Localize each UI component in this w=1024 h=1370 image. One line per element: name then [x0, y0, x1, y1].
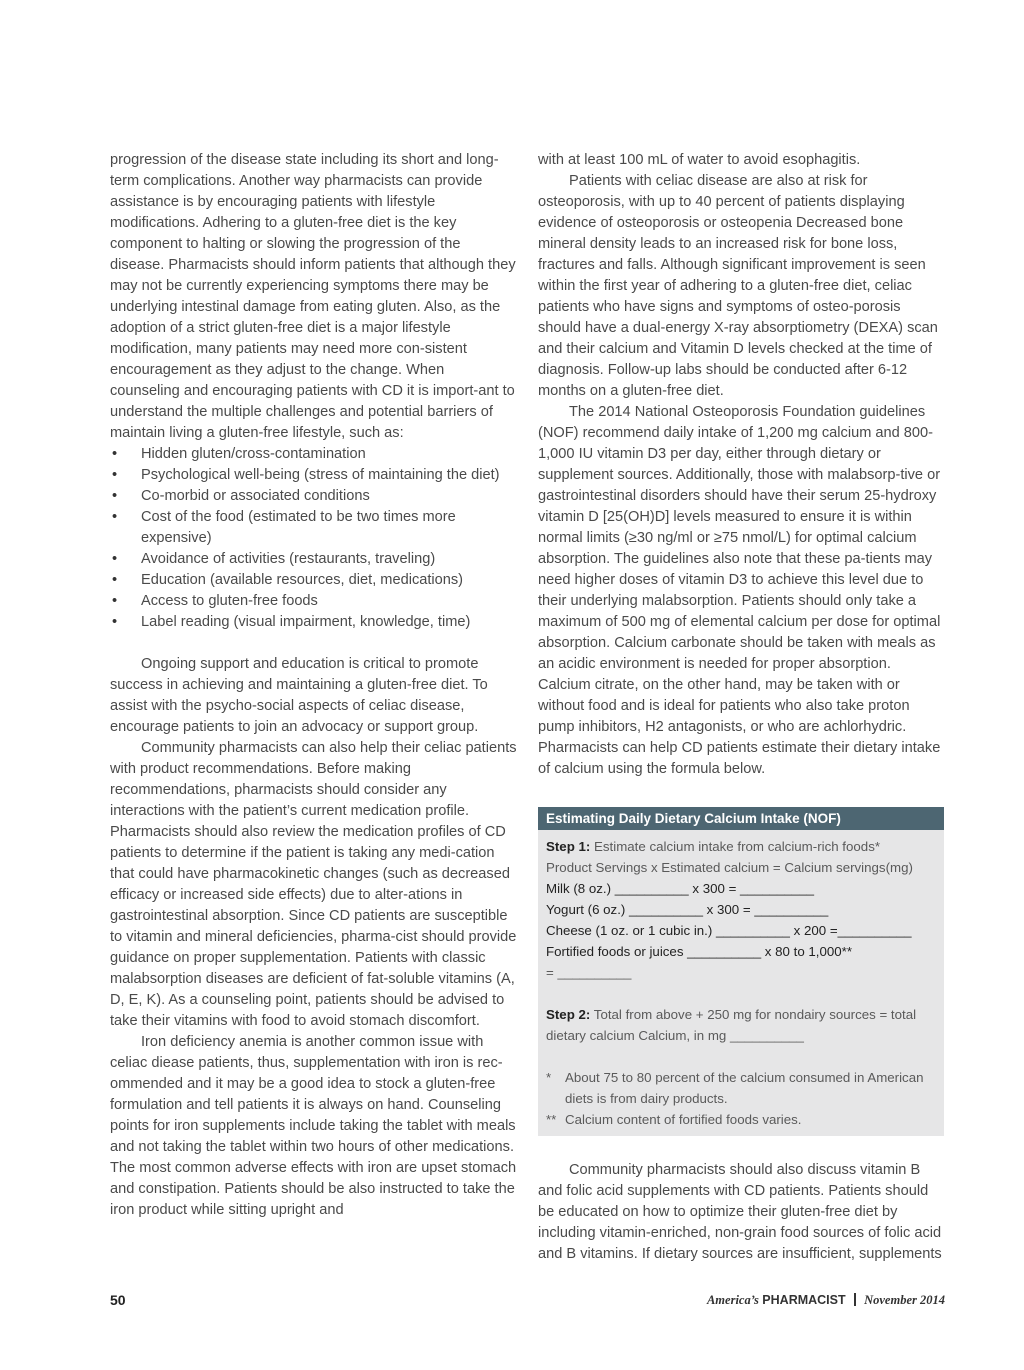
left-column	[110, 150, 518, 1221]
right-column	[538, 150, 946, 780]
body-paragraph: Community pharmacists should also discuss vitamin B and folic acid supplements with CD patients. Patients should be educated on how to optimize their gluten-free diet by including vitamin-enriched, non-grain food sources of folic acid and B vitamins. If dietary sources are insufficient, supplements	[538, 1162, 942, 1262]
footer-divider	[854, 1293, 856, 1306]
calcium-intake-sidebar	[538, 807, 944, 1136]
step-2	[546, 1004, 936, 1046]
footnote-text: Calcium content of fortified foods varies.	[565, 1112, 802, 1127]
footnote-mark: **	[546, 1112, 557, 1127]
magazine-name-caps: PHARMACIST	[762, 1293, 846, 1307]
list-item: • Hidden gluten/cross-contamination	[110, 444, 518, 465]
milk-line: Milk (8 oz.) __________ x 300 = __________	[546, 881, 814, 896]
barriers-list	[110, 444, 518, 633]
page-number: 50	[110, 1292, 126, 1308]
yogurt-line: Yogurt (6 oz.) __________ x 300 = __________	[546, 902, 829, 917]
step-1-text: Estimate calcium intake from calcium-rich foods*	[590, 839, 881, 854]
formula-line: Product Servings x Estimated calcium = Calcium servings(mg)	[546, 860, 913, 875]
magazine-name-italic: America’s	[706, 1293, 759, 1307]
list-item: • Label reading (visual impairment, knowledge, time)	[110, 612, 518, 633]
cheese-line: Cheese (1 oz. or 1 cubic in.) __________ x 200 =__________	[546, 923, 912, 938]
step-2-label: Step 2:	[546, 1007, 591, 1022]
body-paragraph: with at least 100 mL of water to avoid esophagitis.	[538, 152, 861, 168]
list-item: • Co-morbid or associated conditions	[110, 486, 518, 507]
list-item: • Avoidance of activities (restaurants, traveling)	[110, 549, 518, 570]
body-paragraph: Iron deficiency anemia is another common issue with celiac diease patients, thus, supplementation with iron is rec-ommended and it may be a good idea to stock a gluten-free formulation and tell patients it is always on hand. Counseling points for iron supplements include taking the tablet with meals and not taking the tablet within two hours of other medications. The most common adverse effects with iron are upset stomach and constipation. Patients should be also instructed to take the iron product while sitting upright and	[110, 1034, 517, 1218]
list-item: • Education (available resources, diet, medications)	[110, 570, 518, 591]
body-paragraph: progression of the disease state including its short and long-term complications. Another way pharmacists can provide assistance is by encouraging patients with lifestyle modifications. Adhering to a gluten-free diet is the key component to halting or slowing the progression of the disease. Pharmacists should inform patients that although they may not be currently experiencing symptoms there may be underlying intestinal damage from eating gluten. Also, as the adoption of a strict gluten-free diet is a major lifestyle modification, many patients may need more con-sistent encouragement as they adjust to the change. When counseling and encouraging patients with CD it is import-ant to understand the multiple challenges and potential barriers of maintain living a gluten-free lifestyle, such as:	[110, 152, 516, 441]
list-item: • Cost of the food (estimated to be two times more expensive)	[110, 507, 518, 549]
body-paragraph: Community pharmacists can also help their celiac patients with product recommendations. Before making recommendations, pharmacists should consider any interactions with the patient’s current medication profile. Pharmacists should also review the medication profiles of CD patients to determine if the patient is taking any medi-cation that could have pharmacokinetic changes (such as decreased efficacy or increased side effects) due to alter-ations in gastrointestinal absorption. Since CD patients are susceptible to vitamin and mineral deficiencies, pharma-cist should provide guidance on proper supplementation. Patients with classic malabsorption diseases are deficient of fat-soluble vitamins (A, D, E, K). As a counseling point, patients should be advised to take their vitamins with food to avoid stomach discomfort.	[110, 740, 517, 1029]
step-2-text: Total from above + 250 mg for nondairy sources = total dietary calcium Calcium, in mg __________	[546, 1007, 917, 1043]
sidebar-title: Estimating Daily Dietary Calcium Intake (NOF)	[538, 807, 944, 830]
footnote-mark: *	[546, 1070, 552, 1085]
step-1-label: Step 1:	[546, 839, 591, 854]
right-column-continued	[538, 1160, 946, 1265]
footnote	[546, 1109, 936, 1130]
footnote-text: About 75 to 80 percent of the calcium consumed in American diets is from dairy products.	[565, 1070, 924, 1106]
fortified-result: = __________	[546, 965, 632, 980]
body-paragraph: Patients with celiac disease are also at risk for osteoporosis, with up to 40 percent of patients displaying evidence of osteoporosis or osteopenia Decreased bone mineral density leads to an increased risk for bone loss, fractures and falls. Although significant improvement is seen within the first year of adhering to a gluten-free diet, celiac patients who have signs and symptoms of osteo-porosis should have a dual-energy X-ray absorptiometry (DEXA) scan and their calcium and Vitamin D levels checked at the time of diagnosis. Follow-up labs should be conducted after 6-12 months on a gluten-free diet.	[538, 173, 938, 399]
body-paragraph: Ongoing support and education is critical to promote success in achieving and maintaining a gluten-free diet. To assist with the psycho-social aspects of celiac disease, encourage patients to join an advocacy or support group.	[110, 656, 488, 735]
list-item: • Access to gluten-free foods	[110, 591, 518, 612]
body-paragraph: The 2014 National Osteoporosis Foundation guidelines (NOF) recommend daily intake of 1,200 mg calcium and 800-1,000 IU vitamin D3 per day, either through dietary or supplement sources. Additionally, those with malabsorp-tive or gastrointestinal disorders should have their serum 25-hydroxy vitamin D [25(OH)D] levels measured to ensure it is within normal limits (≥30 ng/ml or ≥75 nmol/L) for optimal calcium absorption. The guidelines also note that these pa-tients may need higher doses of vitamin D3 to achieve this level due to their underlying malabsorption. Patients should only take a maximum of 500 mg of elemental calcium per dose for optimal absorption. Calcium carbonate should be taken with meals as an acidic environment is needed for proper absorption. Calcium citrate, on the other hand, may be taken with or without food and is ideal for patients who also take proton pump inhibitors, H2 antagonists, or who are achlorhydric. Pharmacists can help CD patients estimate their dietary intake of calcium using the formula below.	[538, 404, 941, 777]
step-1	[546, 836, 936, 857]
footnote	[546, 1067, 936, 1109]
list-item: • Psychological well-being (stress of maintaining the diet)	[110, 465, 518, 486]
running-footer	[707, 1293, 945, 1308]
fortified-line: Fortified foods or juices __________ x 80 to 1,000**	[546, 944, 853, 959]
issue-date: November 2014	[864, 1293, 945, 1307]
